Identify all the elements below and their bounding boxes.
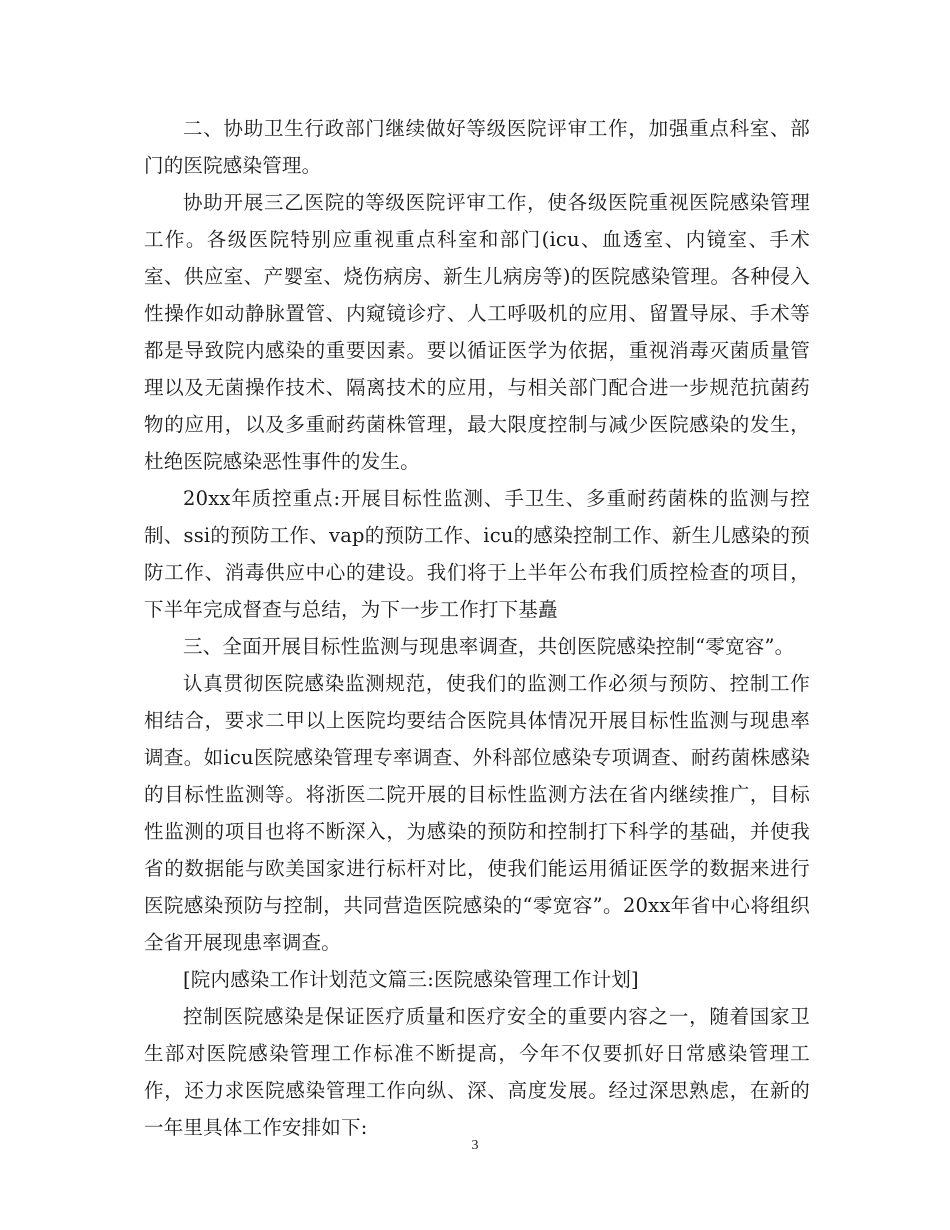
section-heading-3: 三、全面开展目标性监测与现患率调查，共创医院感染控制“零宽容”。: [183, 635, 795, 658]
paragraph-grade-review: 协助开展三乙医院的等级医院评审工作，使各级医院重视医院感染管理工作。各级医院特别应重视重点科室和部门(icu、血透室、内镜室、手术室、供应室、产婴室、烧伤病房、新生儿病房等)的医院感染管理。各种侵入性操作如动静脉置管、内窥镜诊疗、人工呼吸机的应用、留置导尿、手术等都是导致院内感染的重要因素。要以循证医学为依据，重视消毒灭菌质量管理以及无菌操作技术、隔离技术的应用，与相关部门配合进一步规范抗菌药物的应用，以及多重耐药菌株管理，最大限度控制与减少医院感染的发生，杜绝医院感染恶性事件的发生。: [144, 191, 810, 473]
paragraph-quality-control-focus: 20xx年质控重点:开展目标性监测、手卫生、多重耐药菌株的监测与控制、ssi的预防工作、vap的预防工作、icu的感染控制工作、新生儿感染的预防工作、消毒供应中心的建设。我们将于上半年公布我们质控检查的项目，下半年完成督查与总结，为下一步工作打下基矗: [144, 487, 810, 621]
paragraph-infection-control-plan: 控制医院感染是保证医疗质量和医疗安全的重要内容之一，随着国家卫生部对医院感染管理工作标准不断提高，今年不仅要抓好日常感染管理工作，还力求医院感染管理工作向纵、深、高度发展。经过深思熟虑，在新的一年里具体工作安排如下:: [144, 1005, 810, 1139]
document-body: [144, 110, 810, 1146]
paragraph-surveillance: 认真贯彻医院感染监测规范，使我们的监测工作必须与预防、控制工作相结合，要求二甲以上医院均要结合医院具体情况开展目标性监测与现患率调查。如icu医院感染管理专率调查、外科部位感染专项调查、耐药菌株感染的目标性监测等。将浙医二院开展的目标性监测方法在省内继续推广，目标性监测的项目也将不断深入，为感染的预防和控制打下科学的基础，并使我省的数据能与欧美国家进行标杆对比，使我们能运用循证医学的数据来进行医院感染预防与控制，共同营造医院感染的“零宽容”。20xx年省中心将组织全省开展现患率调查。: [144, 672, 810, 954]
section-heading-2: 二、协助卫生行政部门继续做好等级医院评审工作，加强重点科室、部门的医院感染管理。: [144, 117, 810, 177]
article-title-part-3: [院内感染工作计划范文篇三:医院感染管理工作计划]: [183, 968, 639, 991]
page-number: 3: [471, 1138, 479, 1153]
